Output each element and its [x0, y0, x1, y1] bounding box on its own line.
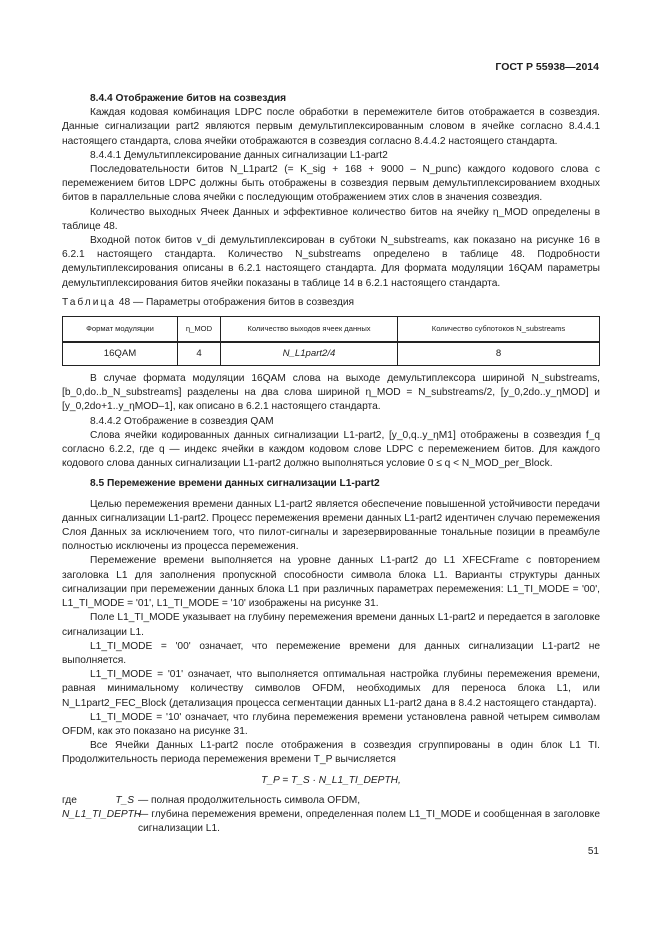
where-label: где: [62, 794, 77, 806]
table-caption: [62, 296, 600, 310]
paragraph: Каждая кодовая комбинация LDPC после обработки в перемежителе битов отображается в созвездия. Данные сигнализации part2 являются первым демультиплексированным словом в ячейке согласно 8.4.4.1 настоящего стандарта, слова ячейки отображаются в созвездия согласно 8.4.4.2 настоящего стандарта.: [62, 107, 600, 147]
table-caption-text: 48 — Параметры отображения битов в созвездия: [115, 296, 355, 308]
document-header-id: ГОСТ Р 55938—2014: [495, 61, 599, 73]
where-block: [62, 794, 600, 837]
section-heading-8-5: 8.5 Перемежение времени данных сигнализации L1-part2: [90, 478, 380, 490]
table-cell: 8: [398, 342, 600, 366]
where-symbol-depth: N_L1_TI_DEPTH: [62, 808, 142, 820]
table-header-cell: Формат модуляции: [63, 317, 178, 343]
where-word: [62, 794, 138, 808]
paragraph: Перемежение времени выполняется на уровне данных L1-part2 до L1 XFECFrame с повторением заголовка L1 для заполнения пропускной способности символа блока L1. Варианты структуры данных сигнализации при перемежении данных блока L1 при различных параметрах перемежения: L1_TI_MODE = '00', L1_TI_MODE = '01', L1_TI_MODE = '10' изображены на рисунке 31.: [62, 555, 600, 610]
parameters-table: [62, 316, 600, 366]
where-definition-depth: — глубина перемежения времени, определенная полем L1_TI_MODE и сообщенная в заголовке сигнализации L1.: [138, 808, 600, 835]
paragraph: L1_TI_MODE = '01' означает, что выполняется оптимальная настройка глубины перемежения времени, равная минимальному количеству символов OFDM, необходимых для переноса блока L1, или N_L1part2_FEC_Block (детализация процесса сегментации данных L1-part2 дана в 8.4.2 настоящего стандарта).: [62, 669, 600, 709]
section-heading-8-4-4: 8.4.4 Отображение битов на созвездия: [90, 93, 287, 104]
subsection-heading-8-4-4-2: 8.4.4.2 Отображение в созвездия QAM: [90, 415, 274, 427]
table-cell: N_L1part2/4: [221, 342, 398, 366]
where-definition-ts: — полная продолжительность символа OFDM,: [138, 794, 361, 806]
paragraph: Последовательности битов N_L1part2 (= K_sig + 168 + 9000 – N_punc) каждого кодового слова с перемежением битов LDPC должны быть отображены в созвездия первым демультиплексированием входных битов в параллельные слова ячейки с последующим отображением этих слов в значения созвездия.: [62, 164, 600, 204]
table-header-cell: Количество субпотоков N_substreams: [398, 317, 600, 343]
table-header-row: [63, 317, 600, 343]
paragraph: Входной поток битов v_di демультиплексирован в субтоки N_substreams, как показано на рисунке 16 в 6.2.1 настоящего стандарта. Количество N_substreams определено в таблице 48. Подробности демультиплексирования описаны в 6.2.1 настоящего стандарта. Для формата модуляции 16QAM параметры демультиплексирования битов ячейки показаны в таблице 14 в 6.2.1 настоящего стандарта.: [62, 235, 600, 289]
page-number: 51: [587, 846, 599, 857]
table-caption-prefix: Таблица: [62, 296, 116, 308]
table-cell: 4: [178, 342, 221, 366]
table-header-cell: η_MOD: [178, 317, 221, 343]
subsection-heading-8-4-4-1: 8.4.4.1 Демультиплексирование данных сигнализации L1-part2: [90, 149, 388, 161]
paragraph: В случае формата модуляции 16QAM слова на выходе демультиплексора шириной N_substreams, [b_0,do..b_N_substreams] разделены на два слова шириной η_MOD = N_substreams/2, [y_0,2do..y_ηMOD] и [y_0,2do+1..y_ηMOD–1], как описано в 6.2.1 настоящего стандарта.: [62, 373, 600, 413]
formula-tp: T_P = T_S · N_L1_TI_DEPTH,: [261, 774, 401, 786]
paragraph: Поле L1_TI_MODE указывает на глубину перемежения времени данных L1-part2 и передается в заголовке сигнализации L1.: [62, 612, 600, 638]
paragraph: Целью перемежения времени данных L1-part2 является обеспечение повышенной устойчивости передачи данных сигнализации L1-part2. Процесс перемежения времени данных L1-part2 идентичен случаю перемежения Слоя Данных за исключением того, что пилот-сигналы и зарезервированные тональные позиции в преамбуле полностью исключены из процесса перемежения.: [62, 498, 600, 553]
table-row: [63, 342, 600, 366]
paragraph: Количество выходных Ячеек Данных и эффективное количество битов на ячейку η_MOD определены в таблице 48.: [62, 206, 600, 232]
table-header-cell: Количество выходов ячеек данных: [221, 317, 398, 343]
paragraph: L1_TI_MODE = '10' означает, что глубина перемежения времени установлена равной четырем символам OFDM, как это показано на рисунке 31.: [62, 711, 600, 737]
document-body: [62, 92, 600, 836]
paragraph: L1_TI_MODE = '00' означает, что перемежение времени для данных сигнализации L1-part2 не выполняется.: [62, 640, 600, 666]
paragraph: Все Ячейки Данных L1-part2 после отображения в созвездия сгруппированы в один блок L1 TI. Продолжительность периода перемежения времени T_P вычисляется: [62, 740, 600, 766]
paragraph: Слова ячейки кодированных данных сигнализации L1-part2, [y_0,q..y_ηM1] отображены в созвездия f_q согласно 6.2.2, где q — индекс ячейки в каждом кодовом слове LDPC с перемежением битов. Для каждого кодового слова данных сигнализации L1-part2 должно выполняться условие 0 ≤ q < N_MOD_per_Block.: [62, 429, 600, 470]
table-cell: 16QAM: [63, 342, 178, 366]
where-symbol-ts: T_S: [115, 794, 134, 806]
